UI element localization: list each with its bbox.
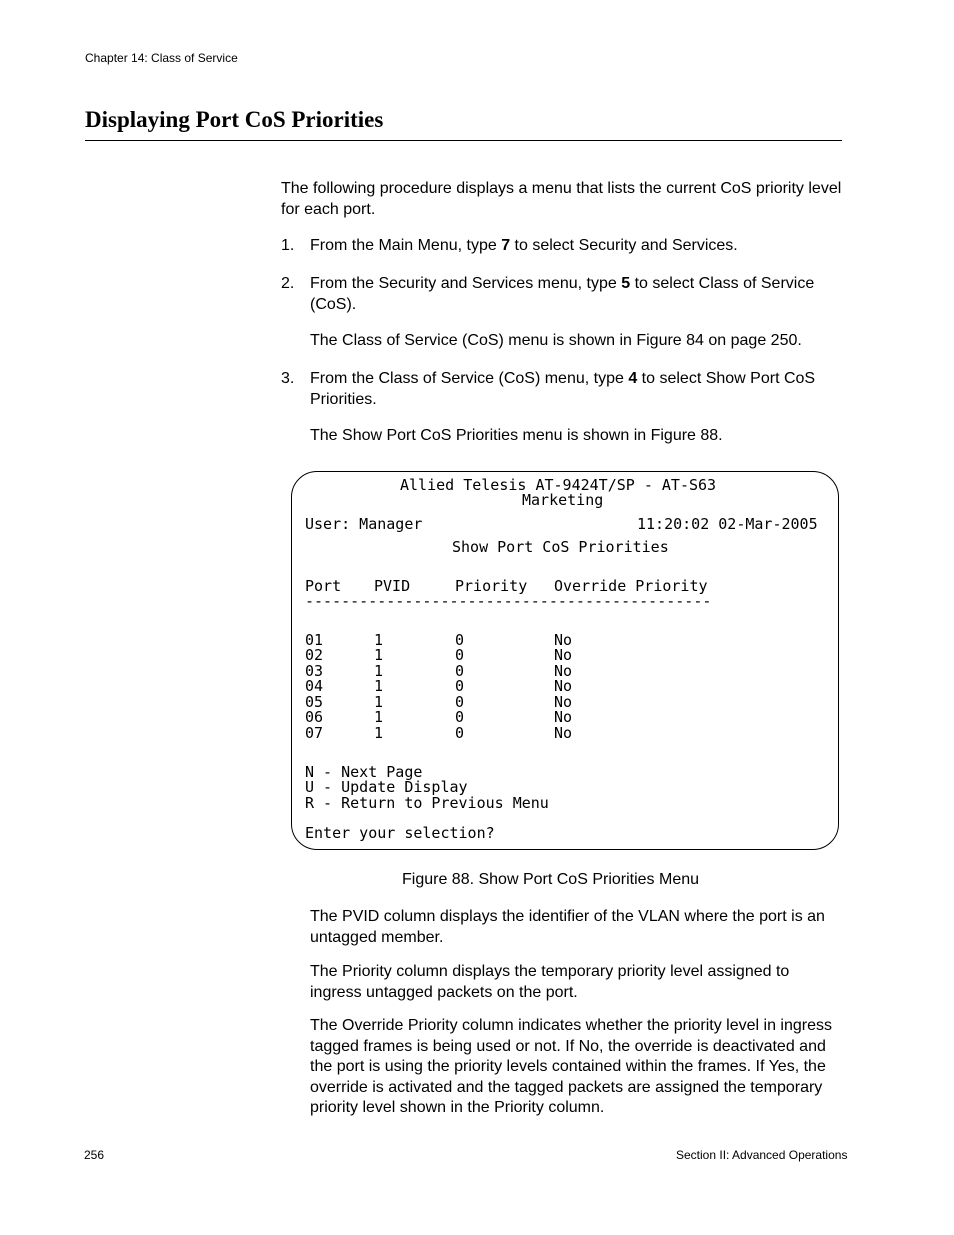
column-header-pvid: PVID <box>374 577 411 595</box>
priority-cell: 0 <box>455 693 465 711</box>
footer-section: Section II: Advanced Operations <box>676 1148 848 1162</box>
step-text <box>310 236 842 257</box>
override-cell: No <box>554 677 573 695</box>
chapter-header: Chapter 14: Class of Service <box>85 51 238 65</box>
step-text-post: to select Show Port CoS Priorities. <box>310 370 816 408</box>
override-cell: No <box>554 662 573 680</box>
override-cell: No <box>554 631 573 649</box>
priority-cell: 0 <box>455 724 465 742</box>
override-cell: No <box>554 724 573 742</box>
selection-prompt: Enter your selection? <box>305 824 495 842</box>
intro-paragraph: The following procedure displays a menu that lists the current CoS priority level for each port. <box>281 180 842 218</box>
step-2-note: The Class of Service (CoS) menu is shown in Figure 84 on page 250. <box>310 332 802 349</box>
menu-option-return: R - Return to Previous Menu <box>305 794 549 812</box>
step-number: 1. <box>281 237 295 254</box>
port-cell: 06 <box>305 708 324 726</box>
step-text-post: to select Class of Service (CoS). <box>310 275 815 313</box>
override-cell: No <box>554 646 573 664</box>
priority-cell: 0 <box>455 677 465 695</box>
override-cell: No <box>554 693 573 711</box>
step-text <box>310 274 842 315</box>
page-number: 256 <box>84 1148 105 1162</box>
priority-cell: 0 <box>455 631 465 649</box>
override-explanation: The Override Priority column indicates whether the priority level in ingress tagged frames is being used or not. If No, the override is deactivated and the port is using the priority levels contained within the frames. If Yes, the override is activated and the tagged packets are assigned the temporary priority level shown in the Priority column. <box>310 1017 832 1116</box>
priority-explanation: The Priority column displays the temporary priority level assigned to ingress untagged packets on the port. <box>310 963 790 1001</box>
pvid-cell: 1 <box>374 693 384 711</box>
pvid-cell: 1 <box>374 662 384 680</box>
step-text-pre: From the Security and Services menu, type <box>310 275 622 292</box>
pvid-cell: 1 <box>374 631 384 649</box>
title-rule <box>85 140 842 141</box>
column-header-priority: Priority <box>455 577 528 595</box>
step-3-note: The Show Port CoS Priorities menu is shown in Figure 88. <box>310 427 723 444</box>
menu-option-update-display: U - Update Display <box>305 778 468 796</box>
product-line: Allied Telesis AT-9424T/SP - AT-S63 <box>400 476 717 494</box>
port-cell: 02 <box>305 646 324 664</box>
section-title: Displaying Port CoS Priorities <box>85 107 384 132</box>
pvid-explanation: The PVID column displays the identifier of the VLAN where the port is an untagged member. <box>310 908 825 946</box>
column-header-port: Port <box>305 577 342 595</box>
column-header-override: Override Priority <box>554 577 708 595</box>
port-cell: 01 <box>305 631 324 649</box>
pvid-cell: 1 <box>374 708 384 726</box>
pvid-cell: 1 <box>374 677 384 695</box>
terminal-screen <box>291 471 839 850</box>
port-cell: 04 <box>305 677 324 695</box>
menu-option-next-page: N - Next Page <box>305 763 423 781</box>
datetime: 11:20:02 02-Mar-2005 <box>637 515 818 533</box>
priority-cell: 0 <box>455 646 465 664</box>
pvid-cell: 1 <box>374 724 384 742</box>
step-text-post: to select Security and Services. <box>510 237 738 254</box>
pvid-cell: 1 <box>374 646 384 664</box>
step-key: 5 <box>621 275 631 292</box>
step-key: 7 <box>501 237 511 254</box>
port-cell: 05 <box>305 693 324 711</box>
step-number: 2. <box>281 275 295 292</box>
step-text-pre: From the Class of Service (CoS) menu, type <box>310 370 629 387</box>
step-text <box>310 369 842 410</box>
column-separator: --------------------------------------------- <box>305 592 712 610</box>
port-cell: 03 <box>305 662 324 680</box>
menu-title: Show Port CoS Priorities <box>452 538 669 556</box>
priority-cell: 0 <box>455 708 465 726</box>
step-number: 3. <box>281 370 295 387</box>
user-line: User: Manager <box>305 515 423 533</box>
step-text-pre: From the Main Menu, type <box>310 237 502 254</box>
priority-cell: 0 <box>455 662 465 680</box>
override-cell: No <box>554 708 573 726</box>
port-cell: 07 <box>305 724 324 742</box>
figure-caption: Figure 88. Show Port CoS Priorities Menu <box>402 871 700 888</box>
location-line: Marketing <box>522 491 604 509</box>
step-key: 4 <box>628 370 638 387</box>
